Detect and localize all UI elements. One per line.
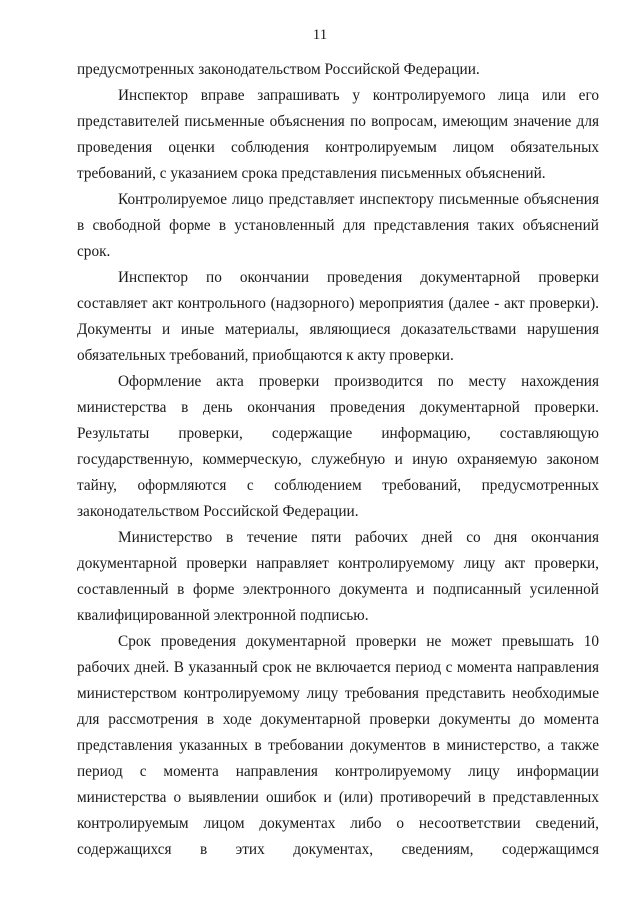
paragraph-act-registration: Оформление акта проверки производится по месту нахождения министерства в день окончания проведения документарной проверки. Результаты проверки, содержащие информацию, составляющую государственную, коммерческую, служебную и иную охраняемую законом тайну, оформляются с соблюдением требований, предусмотренных законодательством Российской Федерации. xyxy=(77,373,599,520)
paragraph-inspector-request: Инспектор вправе запрашивать у контролируемого лица или его представителей письменные объяснения по вопросам, имеющим значение для проведения оценки соблюдения контролируемым лицом обязательных требований, с указанием срока представления письменных объяснений. xyxy=(77,87,599,182)
paragraph-inspection-act: Инспектор по окончании проведения документарной проверки составляет акт контрольного (надзорного) мероприятия (далее - акт проверки). Документы и иные материалы, являющиеся доказательствами нарушения обязательных требований, приобщаются к акту проверки. xyxy=(77,269,599,364)
paragraph-inspection-term: Срок проведения документарной проверки не может превышать 10 рабочих дней. В указанный срок не включается период с момента направления министерством контролируемому лицу требования представить необходимые для рассмотрения в ходе документарной проверки документы до момента представления указанных в требовании документов в министерство, а также период с момента направления контролируемому лицу информации министерства о выявлении ошибок и (или) противоречий в представленных контролируемым лицом документах либо о несоответствии сведений, содержащихся в этих документах, сведениям, содержащимся xyxy=(77,633,599,858)
page-number: 11 xyxy=(312,27,328,43)
paragraph-act-delivery: Министерство в течение пяти рабочих дней со дня окончания документарной проверки направляет контролируемому лицу акт проверки, составленный в форме электронного документа и подписанный усиленной квалифицированной электронной подписью. xyxy=(77,529,599,624)
paragraph-explanations: Контролируемое лицо представляет инспектору письменные объяснения в свободной форме в установленный для представления таких объяснений срок. xyxy=(77,191,599,260)
document-body xyxy=(77,57,599,863)
paragraph-continuation: предусмотренных законодательством Российской Федерации. xyxy=(77,61,480,78)
